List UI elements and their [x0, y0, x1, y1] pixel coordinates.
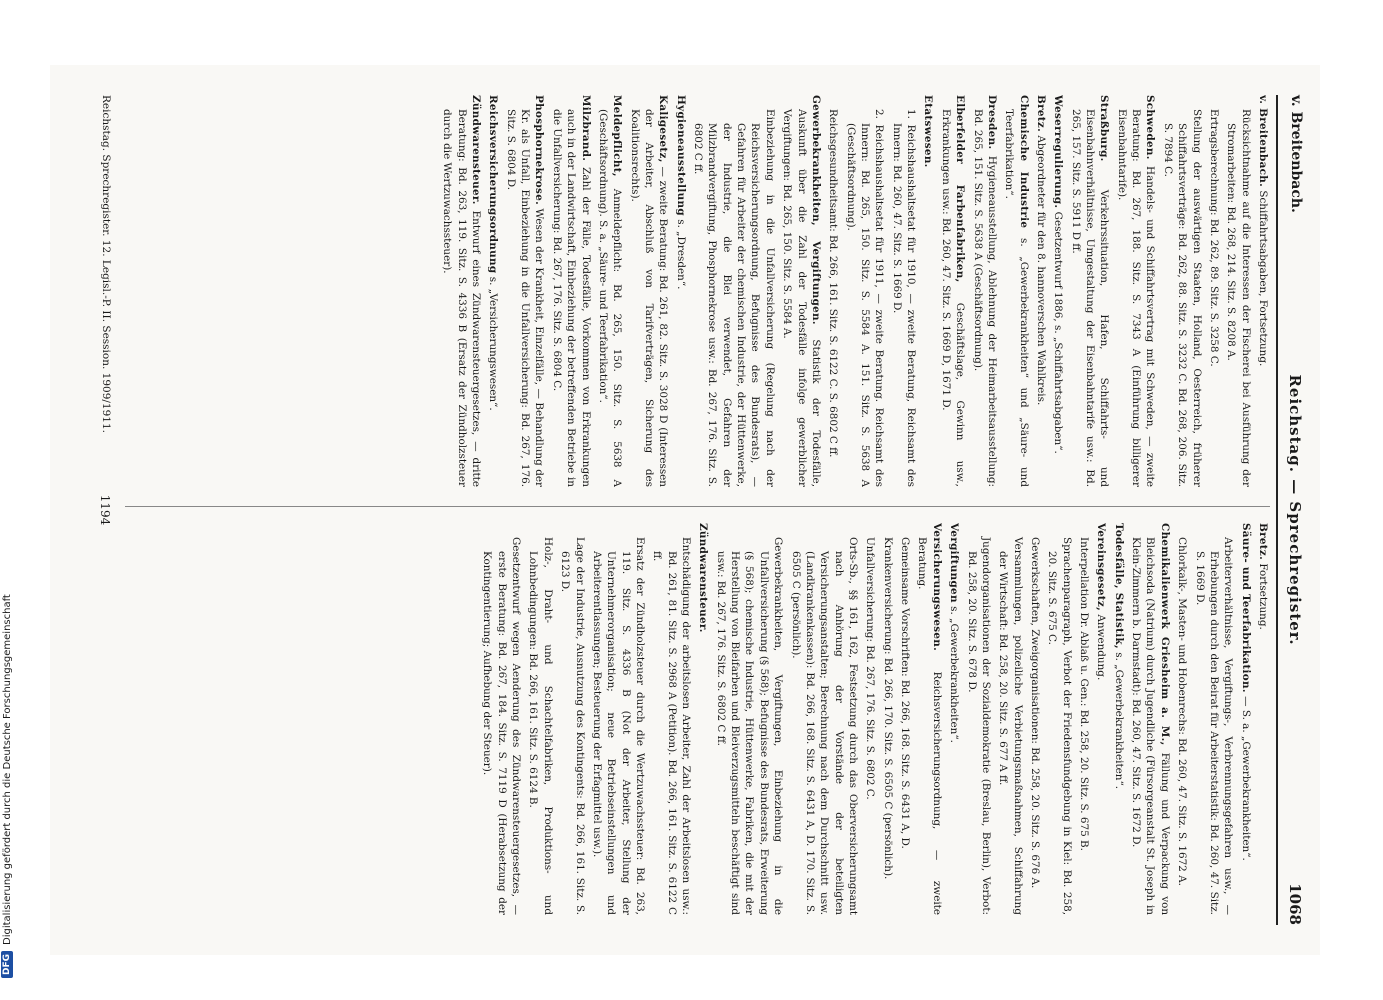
register-entry	[780, 95, 823, 487]
register-entry	[1207, 109, 1221, 487]
right-column	[120, 523, 1270, 915]
scanned-page	[50, 65, 1320, 955]
column-divider	[125, 506, 1270, 507]
register-entry	[1175, 537, 1189, 915]
entry-text: Reichsgesundheitsamt: Bd. 266, 161. Sitz. S. 6122 C. S. 6802 C ff.	[827, 109, 840, 458]
register-entry	[627, 95, 670, 487]
footer-page-number: 1194	[98, 494, 112, 526]
entry-text: Krankenversicherung: Bd. 266, 170. Sitz. S. 6505 C (persönlich).	[881, 537, 894, 880]
entry-text: Anmeldepflicht: Bd. 265, 150. Sitz. S. 5638 A (Geschäftsordnung). S. a. „Säure- und Teerfabrikation“.	[596, 109, 624, 487]
entry-text: Holz-, Draht- und Schachtelfabriken, Produktions- und Lohnbedingungen: Bd. 266, 161. Sitz. S. 6124 B.	[527, 537, 554, 915]
register-entry	[1256, 95, 1270, 487]
register-entry	[486, 95, 500, 487]
entry-text: Rücksichtnahme auf die Interessen der Fischerei bei Ausführung der Stromarbeiten: Bd. 268, 214. Sitz. S. 8208 A.	[1225, 109, 1252, 487]
register-entry	[843, 109, 886, 487]
register-entry	[713, 537, 785, 915]
register-entry	[921, 95, 935, 487]
entry-text: Abgeordneter für den 8. hannoverschen Wahlkreis.	[1034, 135, 1047, 406]
register-entry	[1028, 537, 1042, 915]
entry-text: Versammlungen, polizeiliche Verbietungsmaßnahmen, Schiffahrung der Wirtschaft: Bd. 258, 20. Sitz. S. 677 A ff.	[997, 537, 1024, 915]
entry-keyword: Dresden.	[985, 95, 998, 150]
register-entry	[1051, 95, 1065, 487]
entry-keyword: Todesfälle, Statistik,	[1112, 523, 1125, 649]
entry-text: Gemeinsame Vorschriften: Bd. 266, 168. Sitz. S. 6431 A, D.	[899, 537, 912, 849]
entry-text: Jugendorganisationen der Sozialdemokratie (Breslau, Berlin), Verbot: Bd. 258, 20. Sitz. S. 678 D.	[965, 537, 992, 915]
register-entry	[1256, 523, 1270, 915]
sidebar-credit-text: Digitalisierung gefördert durch die Deutsche Forschungsgemeinschaft	[1, 594, 13, 945]
register-entry	[440, 95, 483, 487]
entry-keyword: Hygieneausstellung	[674, 95, 687, 216]
register-entry	[590, 537, 647, 915]
entry-keyword: Zündwarensteuer.	[697, 523, 710, 633]
register-entry	[970, 95, 999, 487]
register-entry	[549, 95, 592, 487]
entry-keyword: Phosphornekrose.	[533, 95, 546, 206]
register-entry	[673, 95, 687, 487]
entry-text: Fällung und Verpackung von Bleichsoda (Natrium) durch Jugendliche (Fürsorgeanstalt St. Joseph in Klein-Zimmern b. Darmstadt): Bd. 260, 47. Sitz. S. 1672 D.	[1130, 537, 1171, 915]
register-entry	[1111, 523, 1125, 915]
register-entry	[1094, 523, 1108, 915]
register-entry	[1045, 537, 1074, 915]
header-left-heading: v. Breitenbach.	[1288, 95, 1304, 213]
entry-keyword: Vergiftungen	[948, 523, 961, 603]
entry-keyword: Gewerbekrankheiten, Vergiftungen.	[809, 95, 822, 325]
entry-keyword: Elberfelder Farbenfabriken,	[954, 95, 967, 283]
register-entry	[1034, 95, 1048, 487]
entry-text: Einbeziehung in die Unfallversicherung (Regelung nach der Reichsversicherungsordnung, Befugnisse des Bundesrats), — Gefahren für Arbeiter der chemischen Industrie, der Hüttenwerke, der Industrie, die Blei verwendet, Gefahren der Milzbrandvergiftung, Phosphornekrose usw.: Bd. 267, 176. Sitz. S. 6802 C ff.	[692, 109, 776, 487]
entry-text: — zweite Beratung: Bd. 261, 82. Sitz. S. 3028 D (Interessen der Arbeiter, Abschluß von Tarifverträgen, Sicherung des Koalitionsrechts).	[628, 109, 670, 487]
register-entry	[1077, 537, 1091, 915]
entry-text: s. „Gewerbekrankheiten“.	[1112, 652, 1125, 790]
register-entry	[1068, 95, 1111, 487]
header-page-number: 1068	[1286, 883, 1304, 925]
register-entry	[691, 109, 777, 487]
entry-text: 1. Reichshaushaltsetat für 1910, — zweite Beratung, Reichsamt des Innern: Bd. 260, 47. Sitz. S. 1669 D.	[890, 109, 918, 487]
entry-text: Entwurf eines Zündwarensteuergesetzes, — dritte Beratung: Bd. 263, 119. Sitz. S. 4336 B (Ersatz der Zündholzsteuer durch die Wertzuwachssteuer).	[441, 109, 483, 487]
entry-text: Ersatz der Zündholzsteuer durch die Wertzuwachssteuer: Bd. 263, 119. Sitz. S. 4336 B (Not der Arbeiter, Stellung der Unternehmerorganisation; neue Betriebseinstellungen und Arbeiterentlassungen; Besteuerung der Erfagmittel usw.).	[590, 537, 646, 915]
footer-source: Reichstag. Sprechregister. 12. Legisl.-P. II. Session. 1909/1911.	[100, 95, 112, 433]
entry-text: Hygieneausstellung, Ablehnung der Heimarbeitsausstellung: Bd. 265, 151. Sitz. S. 5638 A (Geschäftsordnung).	[971, 109, 998, 487]
entry-text: Gewerkschaften, Zweigorganisationen: Bd. 258, 20. Sitz. S. 676 A.	[1028, 537, 1041, 889]
entry-keyword: Säure- und Teerfabrikation.	[1239, 523, 1252, 693]
rotated-page-content	[50, 65, 1320, 955]
register-entry	[1002, 95, 1031, 487]
entry-text: Reichsversicherungsordnung, — zweite Beratung.	[916, 537, 943, 915]
entry-keyword: Vereinsgesetz,	[1095, 523, 1108, 612]
entry-text: Lage der Industrie, Ausnutzung des Kontingents: Bd. 266, 161. Sitz. S. 6123 D.	[559, 537, 586, 915]
entry-text: Fortsetzung.	[1257, 563, 1269, 630]
entry-text: Schiffahrtsabgaben, Fortsetzung.	[1257, 190, 1269, 367]
entry-text: s. „Dresden“.	[674, 219, 687, 290]
entry-keyword: Meldepflicht,	[611, 95, 624, 177]
register-entry	[480, 537, 523, 915]
entry-text: Statistik der Todesfälle, Auskunft über die Zahl der Todesfälle infolge gewerblicher Vergiftungen: Bd. 265, 150. Sitz. S. 5584 A.	[781, 109, 822, 487]
register-entry	[880, 537, 894, 915]
entry-text: Stellung der auswärtigen Staaten, Holland, Oesterreich, früherer Schiffahrtsverträge: Bd. 262, 88. Sitz. S. 3232 C. Bd. 268, 206. Sitz. S. 7894 C.	[1161, 109, 1203, 487]
register-entry	[596, 95, 625, 487]
entry-keyword: Etatswesen.	[922, 95, 935, 168]
entry-text: Arbeiterverhältnisse, Vergiftungs-, Verbrennungsgefahren usw., — Erhebungen durch den Beirat für Arbeiterstatistik: Bd. 260, 47. Sitz. S. 1669 D.	[1193, 537, 1235, 915]
entry-keyword: Schweden.	[1144, 95, 1157, 160]
sidebar-caption	[0, 578, 18, 978]
entry-text: Verkehrssituation, Hafen, Schiffahrts- und Eisenbahnverhältnisse, Umgestaltung der Eisenbahntarife usw.: Bd. 265, 157. Sitz. S. 5911 D ff.	[1069, 109, 1111, 487]
register-entry	[826, 109, 840, 487]
entry-text: Orts-Sb., §§ 161, 162, Festsetzung durch das Oberversicherungsamt nach Anhörung der Vorstände der beteiligten Versicherungsanstalten; Berechnung nach dem Durchschnitt usw. (Landkrankenkassen): Bd. 266, 168. Sitz. S. 6431 A, D. 170. Sitz. S. 6505 C (persönlich).	[789, 537, 860, 915]
entry-text: s. „Gewerbekrankheiten“.	[948, 606, 961, 743]
digitization-sidebar	[0, 594, 22, 1000]
register-entry	[1160, 109, 1203, 487]
entry-text: Handels- und Schiffahrtsvertrag mit Schweden, — zweite Beratung: Bd. 267, 188. Sitz. S. 7343 A (Einführung billigerer Eisenbahntarife).	[1115, 109, 1157, 487]
register-entry	[863, 537, 877, 915]
page-footer	[92, 95, 112, 925]
entry-text: Gesetzentwurf wegen Aenderung des Zündwarensteuergesetzes, — erste Beratung: Bd. 267, 184. Sitz. S. 7119 D (Herabsetzung der Kontingentierung; Aufhebung der Steuer).	[481, 537, 523, 915]
register-entry	[996, 537, 1025, 915]
register-entry	[915, 523, 944, 915]
dfg-logo-badge: DFG	[1, 951, 13, 978]
register-entry	[1129, 523, 1172, 915]
entry-text: Wesen der Krankheit, Einzelfälle, — Behandlung der Kr. als Unfall, Einbeziehung in die Unfallversicherung: Bd. 267, 176. Sitz. S. 6804 D.	[504, 109, 546, 487]
entry-keyword: Kaligesetz,	[657, 95, 670, 163]
entry-keyword: Bretz.	[1257, 523, 1269, 560]
register-entry	[503, 95, 546, 487]
register-entry	[964, 537, 993, 915]
entry-keyword: Versicherungswesen.	[930, 523, 943, 652]
register-entry	[650, 537, 693, 915]
register-entry	[947, 523, 961, 915]
entry-text: Gesetzentwurf 1886, s. „Schiffahrtsabgaben“.	[1052, 211, 1065, 454]
entry-text: 2. Reichshaushaltsetat für 1911, — zweite Beratung. Reichsamt des Innern: Bd. 265, 150. Sitz. S. 5584 A. 151. Sitz. S. 5638 A (Geschäftsordnung).	[844, 109, 886, 487]
entry-keyword: Reichsversicherungsordnung	[487, 95, 500, 274]
register-entry	[788, 537, 860, 915]
entry-keyword: Straßburg.	[1098, 95, 1111, 162]
entry-text: Entschädigung der arbeitslosen Arbeiter, Zahl der Arbeitslosen usw.: Bd. 261, 81. Sitz. S. 2968 A (Petition). Bd. 266, 161. Sitz. S. 6122 C ff.	[651, 537, 693, 915]
entry-keyword: Zündwarensteuer.	[470, 95, 483, 205]
register-entry	[1238, 523, 1252, 915]
entry-text: Unfallversicherung: Bd. 267, 176. Sitz. S. 6802 C.	[864, 537, 877, 800]
entry-keyword: Chemische Industrie	[1017, 95, 1030, 229]
left-column	[120, 95, 1270, 487]
register-entry	[558, 537, 587, 915]
entry-text: — S. a. „Gewerbekrankheiten“.	[1239, 696, 1252, 861]
register-entry	[898, 537, 912, 915]
entry-text: Interpellation Dr. Ablaß u. Gen.: Bd. 258, 20. Sitz. S. 675 B.	[1078, 537, 1091, 851]
entry-keyword: Weserregulierung.	[1052, 95, 1065, 209]
register-entry	[889, 109, 918, 487]
entry-keyword: Milzbrand.	[579, 95, 592, 162]
register-entry	[696, 523, 710, 915]
entry-text: Sprachenparagraph, Verbot der Friedensfundgebung in Kiel: Bd. 258, 20. Sitz. S. 675 C.	[1046, 537, 1073, 915]
entry-text: Ertragsberechnung: Bd. 262, 89. Sitz. S. 3258 C.	[1207, 109, 1220, 367]
entry-text: s. „Gewerbekrankheiten“ und „Säure- und Teerfabrikation“.	[1003, 109, 1030, 487]
entry-text: s. „Versicherungswesen“.	[487, 276, 500, 411]
register-entry	[938, 95, 967, 487]
entry-text: Geschäftslage, Gewinn usw., Erkrankungen usw.: Bd. 260, 47. Sitz. S. 1669 D, 1671 D.	[939, 109, 967, 487]
register-entry	[526, 537, 555, 915]
entry-text: Chlorkalk-, Masten- und Hobenrechs: Bd. 260, 47. Sitz. S. 1672 A.	[1176, 537, 1189, 886]
entry-keyword: Chemikalienwerk Griesheim a. M.,	[1158, 523, 1171, 746]
entry-text: Gewerbekrankheiten, Vergiftungen, Einbeziehung in die Unfallversicherung (§ 568); Befugnisse des Bundesrats, Erweiterung (§ 568); chemische Industrie, Hüttenwerke, Fabriken, die mit der Herstellung von Bleifarben und Bleiverzugsmitteln beschäftigt sind usw.: Bd. 267, 176. Sitz. S. 6802 C ff.	[714, 537, 785, 915]
register-entry	[1114, 95, 1157, 487]
page-header	[1276, 95, 1306, 925]
entry-text: Anwendung.	[1095, 614, 1108, 681]
register-entry	[1192, 537, 1235, 915]
header-title: Reichstag. — Sprechregister.	[1286, 374, 1304, 646]
register-entry	[1224, 109, 1253, 487]
entry-text: Zahl der Fälle, Todesfälle, Vorkommen von Erkrankungen auch in der Landwirtschaft, Einbeziehung der betreffenden Betriebe in die Unfallversicherung: Bd. 267, 176. Sitz. S. 6804 C.	[550, 109, 592, 487]
entry-keyword: Bretz.	[1034, 95, 1047, 132]
entry-keyword: v. Breitenbach.	[1257, 95, 1269, 188]
